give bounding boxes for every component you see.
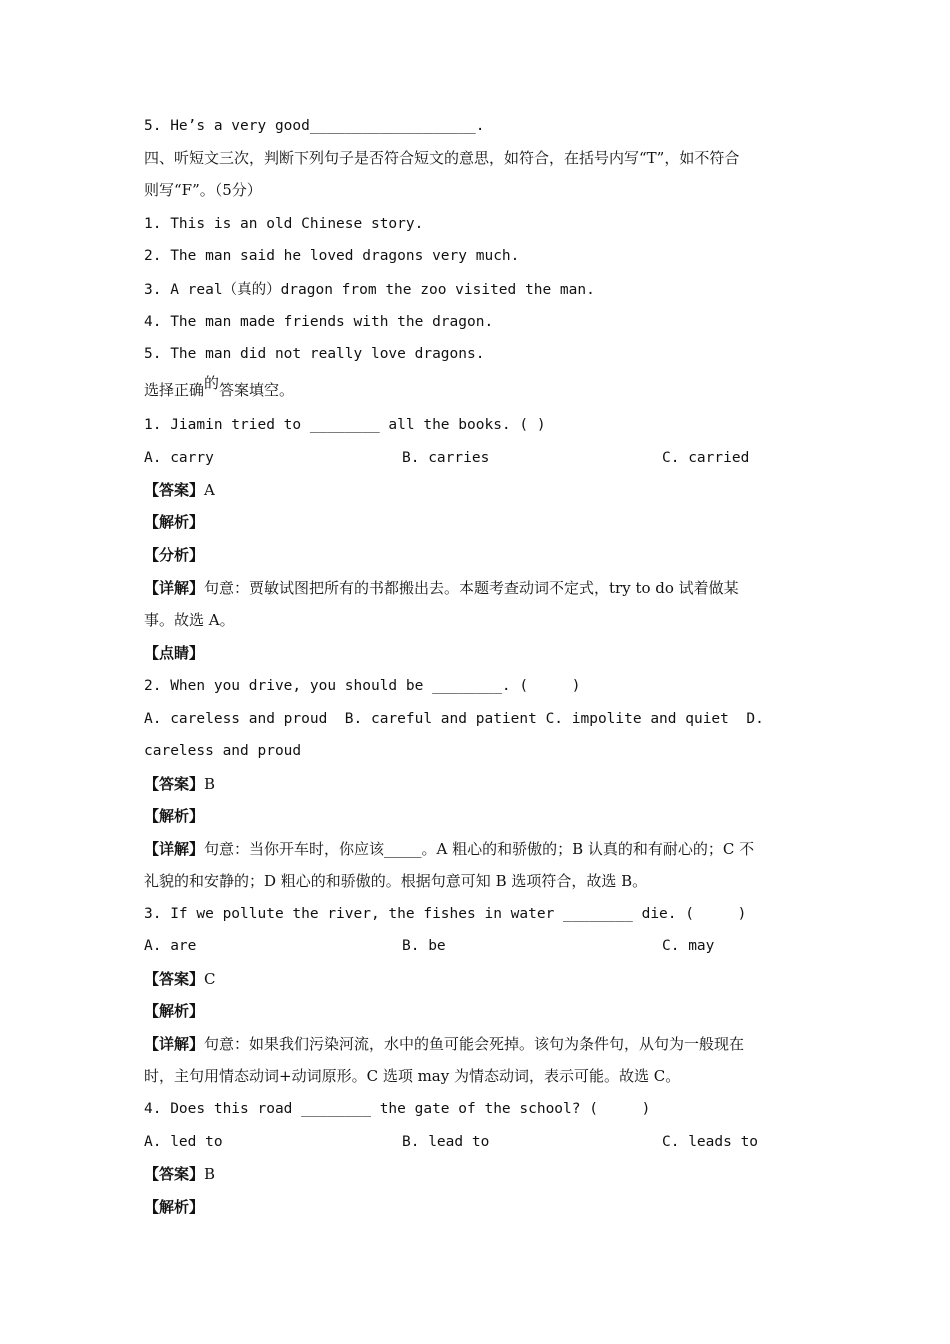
question-1-option-b: B. carries <box>402 450 490 466</box>
detail-tag: 【详解】 <box>144 840 205 858</box>
question-4-option-b: B. lead to <box>402 1134 490 1150</box>
detail-tag: 【详解】 <box>144 1035 205 1053</box>
question-2-options-line-1: A. careless and proud B. careful and patient C. impolite and quiet D. <box>144 711 764 727</box>
question-1-analysis-tag: 【解析】 <box>144 513 205 531</box>
question-1-detail-line-1 <box>144 578 739 598</box>
question-4-stem: 4. Does this road ________ the gate of the school? ( ) <box>144 1101 651 1117</box>
statement-5: 5. The man did not really love dragons. <box>144 346 485 362</box>
question-1-answer <box>144 480 215 500</box>
question-2-analysis-tag: 【解析】 <box>144 807 205 825</box>
statement-2: 2. The man said he loved dragons very much. <box>144 248 520 264</box>
question-1-option-c: C. carried <box>662 450 750 466</box>
choose-heading-b: 的 <box>204 374 220 392</box>
question-2-detail-line-2: 礼貌的和安静的；D 粗心的和骄傲的。根据句意可知 B 选项符合，故选 B。 <box>144 872 648 890</box>
question-3-option-b: B. be <box>402 938 446 954</box>
question-4-option-c: C. leads to <box>662 1134 759 1150</box>
question-2-stem: 2. When you drive, you should be ________. ( ) <box>144 678 581 694</box>
statement-4: 4. The man made friends with the dragon. <box>144 314 494 330</box>
question-4-answer <box>144 1164 215 1184</box>
answer-value: B <box>204 775 216 793</box>
question-4-option-a: A. led to <box>144 1134 223 1150</box>
question-3-analysis-tag: 【解析】 <box>144 1002 205 1020</box>
question-4-analysis-tag: 【解析】 <box>144 1198 205 1216</box>
question-2-answer <box>144 774 215 794</box>
detail-tag: 【详解】 <box>144 579 205 597</box>
answer-value: A <box>204 481 215 499</box>
question-2-options-line-2: careless and proud <box>144 743 302 759</box>
choose-heading <box>144 374 295 400</box>
question-3-answer <box>144 969 216 989</box>
detail-text: 句意：如果我们污染河流，水中的鱼可能会死掉。该句为条件句，从句为一般现在 <box>204 1035 745 1053</box>
question-1-fenxi-tag: 【分析】 <box>144 546 205 564</box>
answer-value: B <box>204 1165 216 1183</box>
detail-text: 句意：贾敏试图把所有的书都搬出去。本题考查动词不定式，try to do 试着做某 <box>204 579 739 597</box>
answer-tag: 【答案】 <box>144 775 205 793</box>
answer-tag: 【答案】 <box>144 1165 205 1183</box>
choose-heading-a: 选择正确 <box>144 381 205 399</box>
q5-fill-line: 5. He’s a very good___________________. <box>144 118 485 134</box>
choose-heading-c: 答案填空。 <box>219 381 295 399</box>
detail-text: 句意：当你开车时，你应该_____。A 粗心的和骄傲的；B 认真的和有耐心的；C 不 <box>204 840 755 858</box>
answer-tag: 【答案】 <box>144 481 205 499</box>
section-4-title-line-2: 则写“F”。（5分） <box>144 181 262 199</box>
section-4-title-line-1: 四、听短文三次，判断下列句子是否符合短文的意思，如符合，在括号内写“T”，如不符合 <box>144 149 740 167</box>
question-3-option-c: C. may <box>662 938 715 954</box>
answer-tag: 【答案】 <box>144 970 205 988</box>
question-3-stem: 3. If we pollute the river, the fishes in water ________ die. ( ) <box>144 906 747 922</box>
question-1-detail-line-2: 事。故选 A。 <box>144 611 235 629</box>
statement-3: 3. A real（真的）dragon from the zoo visited the man. <box>144 282 595 298</box>
question-1-dianjing-tag: 【点睛】 <box>144 644 205 662</box>
question-3-detail-line-2: 时，主句用情态动词+动词原形。C 选项 may 为情态动词，表示可能。故选 C。 <box>144 1067 681 1085</box>
question-2-detail-line-1 <box>144 839 754 859</box>
question-3-detail-line-1 <box>144 1034 744 1054</box>
question-1-option-a: A. carry <box>144 450 214 466</box>
question-3-option-a: A. are <box>144 938 197 954</box>
answer-value: C <box>204 970 216 988</box>
question-1-stem: 1. Jiamin tried to ________ all the books. ( ) <box>144 417 546 433</box>
statement-1: 1. This is an old Chinese story. <box>144 216 424 232</box>
